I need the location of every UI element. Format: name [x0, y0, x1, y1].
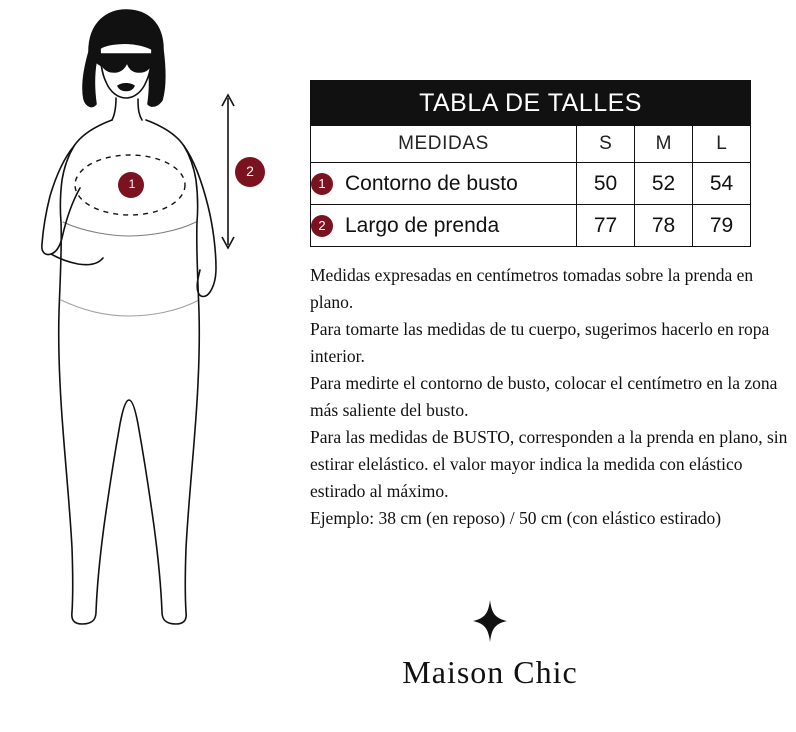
note-line-4: Para las medidas de BUSTO, corresponden a la prenda en plano, sin estirar elelástico. el valor mayor indica la medida con elástico estirado al máximo.	[310, 427, 788, 501]
row-bust-label-cell	[311, 163, 577, 205]
sparkle-icon	[473, 600, 507, 644]
header-size-l: L	[693, 126, 751, 163]
row-bust-badge: 1	[311, 173, 333, 195]
model-illustration	[0, 0, 300, 660]
table-row	[311, 163, 751, 205]
note-line-1: Medidas expresadas en centímetros tomadas sobre la prenda en plano.	[310, 265, 754, 312]
note-line-5: Ejemplo: 38 cm (en reposo) / 50 cm (con elástico estirado)	[310, 508, 722, 528]
row-length-name: Largo de prenda	[345, 213, 500, 237]
table-header-row	[311, 126, 751, 163]
table-title-row	[311, 81, 751, 126]
length-measure-arrow	[222, 95, 234, 248]
header-measures: MEDIDAS	[311, 126, 577, 163]
row-bust-value-s: 50	[577, 163, 635, 205]
header-size-s: S	[577, 126, 635, 163]
row-bust-name: Contorno de busto	[345, 171, 518, 195]
row-length-label-cell	[311, 205, 577, 247]
row-length-value-l: 79	[693, 205, 751, 247]
brand-name: Maison Chic	[402, 654, 578, 690]
female-figure-icon	[0, 0, 300, 660]
table-title: TABLA DE TALLES	[311, 81, 751, 126]
row-bust-value-m: 52	[635, 163, 693, 205]
row-bust-value-l: 54	[693, 163, 751, 205]
note-line-3: Para medirte el contorno de busto, colocar el centímetro en la zona más saliente del busto.	[310, 373, 778, 420]
size-table-container	[310, 80, 750, 247]
row-length-value-m: 78	[635, 205, 693, 247]
row-length-badge: 2	[311, 215, 333, 237]
measurement-notes	[310, 262, 790, 532]
brand-block	[280, 600, 700, 691]
note-line-2: Para tomarte las medidas de tu cuerpo, sugerimos hacerlo en ropa interior.	[310, 319, 770, 366]
header-size-m: M	[635, 126, 693, 163]
figure-marker-length-label: 2	[246, 163, 254, 179]
row-length-value-s: 77	[577, 205, 635, 247]
table-row	[311, 205, 751, 247]
figure-marker-bust-label: 1	[128, 177, 136, 191]
size-table	[310, 80, 751, 247]
